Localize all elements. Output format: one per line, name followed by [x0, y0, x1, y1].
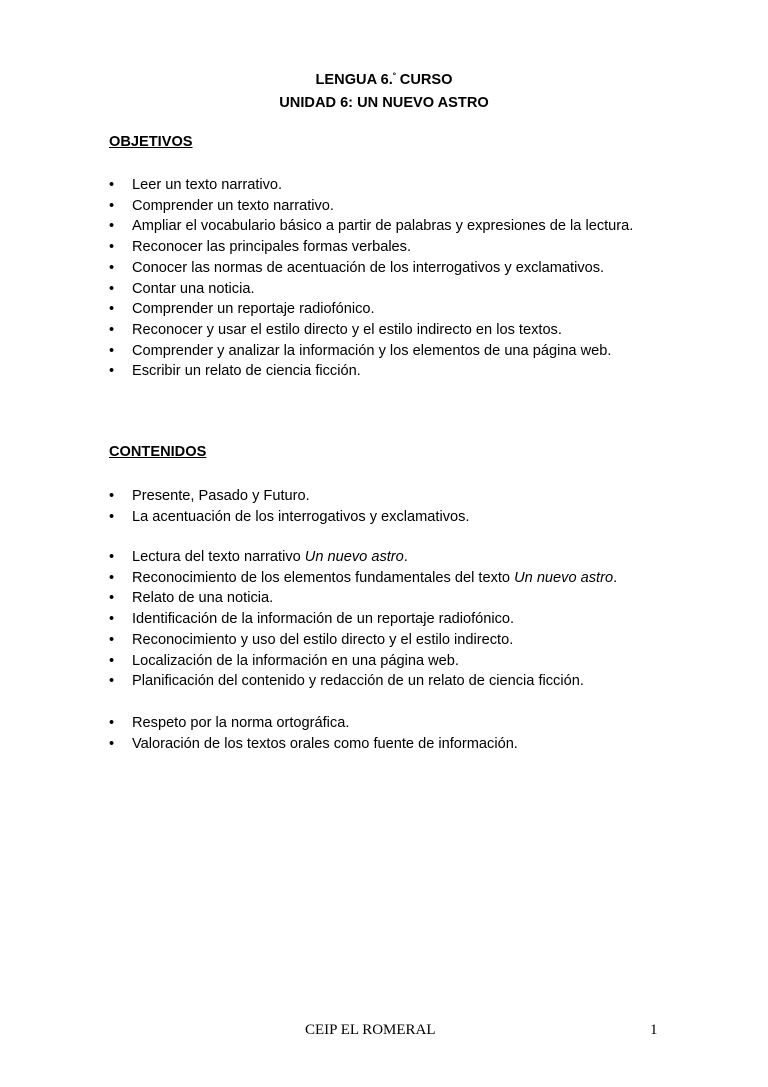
list-item: • Comprender y analizar la información y los elementos de una página web.: [109, 342, 612, 359]
list-item: • Contar una noticia.: [109, 280, 255, 297]
page-number: 1: [650, 1022, 658, 1038]
list-item: • Reconocer las principales formas verbales.: [109, 239, 412, 256]
contenidos-list-1: [109, 486, 659, 527]
list-item: • Presente, Pasado y Futuro.: [109, 488, 310, 504]
list-item: • Reconocer y usar el estilo directo y el estilo indirecto en los textos.: [109, 321, 562, 338]
list-item: • Lectura del texto narrativo Un nuevo astro.: [109, 549, 408, 565]
list-item: • Comprender un reportaje radiofónico.: [109, 301, 375, 318]
list-item: • Localización de la información en una página web.: [109, 652, 459, 669]
contenidos-list-2: [109, 547, 659, 692]
list-item: • Conocer las normas de acentuación de los interrogativos y exclamativos.: [109, 259, 605, 276]
list-item: • Planificación del contenido y redacción de un relato de ciencia ficción.: [109, 673, 584, 690]
list-item: • Ampliar el vocabulario básico a partir de palabras y expresiones de la lectura.: [109, 218, 634, 235]
list-item: • Leer un texto narrativo.: [109, 177, 283, 193]
list-item: • Relato de una noticia.: [109, 590, 274, 607]
contenidos-heading: CONTENIDOS: [109, 444, 207, 460]
list-item: • Respeto por la norma ortográfica.: [109, 715, 350, 731]
objetivos-list: [109, 175, 659, 382]
list-item: • Comprender un texto narrativo.: [109, 197, 334, 214]
contenidos-list-3: [109, 713, 659, 754]
document-title: LENGUA 6.$^º$ CURSO: [315, 71, 453, 88]
objetivos-heading: OBJETIVOS: [109, 134, 193, 150]
list-item: • Identificación de la información de un reportaje radiofónico.: [109, 611, 515, 628]
list-item: • Escribir un relato de ciencia ficción.: [109, 363, 361, 380]
list-item: • Reconocimiento y uso del estilo directo y el estilo indirecto.: [109, 631, 514, 648]
list-item: • Reconocimiento de los elementos fundamentales del texto Un nuevo astro.: [109, 569, 618, 586]
list-item: • La acentuación de los interrogativos y exclamativos.: [109, 508, 470, 525]
unit-title: UNIDAD 6: UN NUEVO ASTRO: [279, 95, 489, 111]
list-item: • Valoración de los textos orales como fuente de información.: [109, 735, 518, 752]
footer-school: CEIP EL ROMERAL: [305, 1022, 436, 1038]
